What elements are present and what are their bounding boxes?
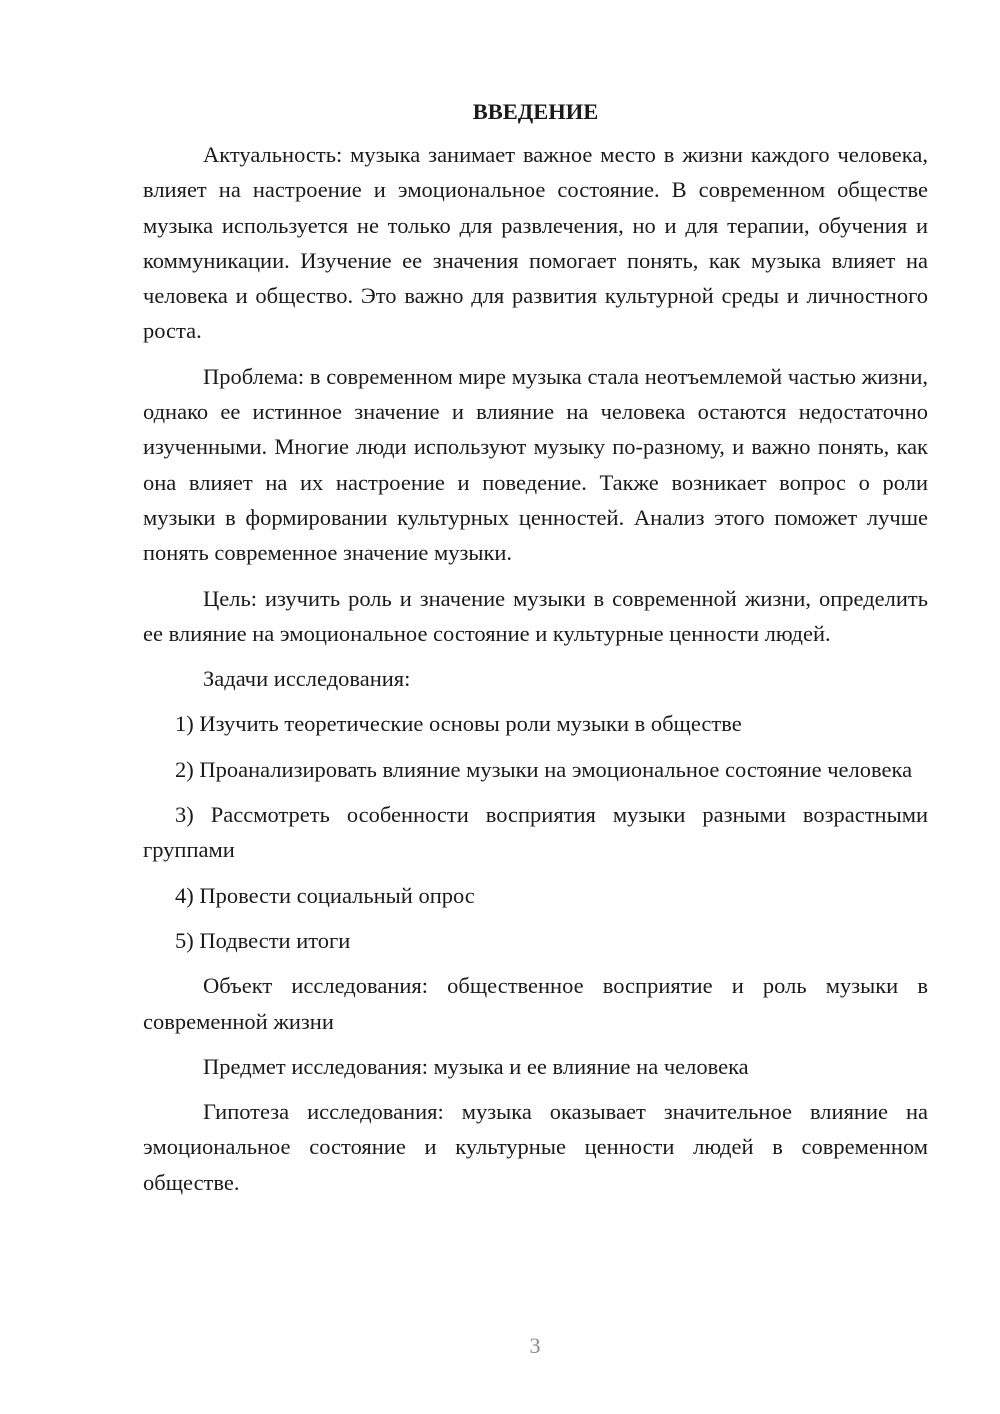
paragraph-subject: Предмет исследования: музыка и ее влияние на человека xyxy=(203,1053,749,1079)
task-item-1: 1) Изучить теоретические основы роли музыки в обществе xyxy=(175,711,742,737)
paragraph-object: Объект исследования: общественное восприятие и роль музыки в современной жизни xyxy=(143,973,928,1034)
page-content xyxy=(143,94,928,1200)
paragraph-goal: Цель: изучить роль и значение музыки в современной жизни, определить ее влияние на эмоциональное состояние и культурные ценности людей. xyxy=(143,585,928,646)
paragraph-relevance: Актуальность: музыка занимает важное место в жизни каждого человека, влияет на настроение и эмоциональное состояние. В современном обществе музыка используется не только для развлечения, но и для терапии, обучения и коммуникации. Изучение ее значения помогает понять, как музыка влияет на человека и общество. Это важно для развития культурной среды и личностного роста. xyxy=(143,142,928,344)
section-heading: ВВЕДЕНИЕ xyxy=(472,99,599,124)
page-number: 3 xyxy=(529,1333,541,1358)
task-item-4: 4) Провести социальный опрос xyxy=(175,882,475,908)
task-item-3: 3) Рассмотреть особенности восприятия музыки разными возрастными группами xyxy=(143,802,928,863)
paragraph-problem: Проблема: в современном мире музыка стала неотъемлемой частью жизни, однако ее истинное значение и влияние на человека остаются недостаточно изученными. Многие люди используют музыку по-разному, и важно понять, как она влияет на их настроение и поведение. Также возникает вопрос о роли музыки в формировании культурных ценностей. Анализ этого поможет лучше понять современное значение музыки. xyxy=(143,363,928,566)
task-item-2: 2) Проанализировать влияние музыки на эмоциональное состояние человека xyxy=(175,756,913,782)
tasks-title: Задачи исследования: xyxy=(203,666,411,692)
paragraph-hypothesis: Гипотеза исследования: музыка оказывает значительное влияние на эмоциональное состояние и культурные ценности людей в современном обществе. xyxy=(143,1099,928,1195)
task-item-5: 5) Подвести итоги xyxy=(175,927,351,953)
